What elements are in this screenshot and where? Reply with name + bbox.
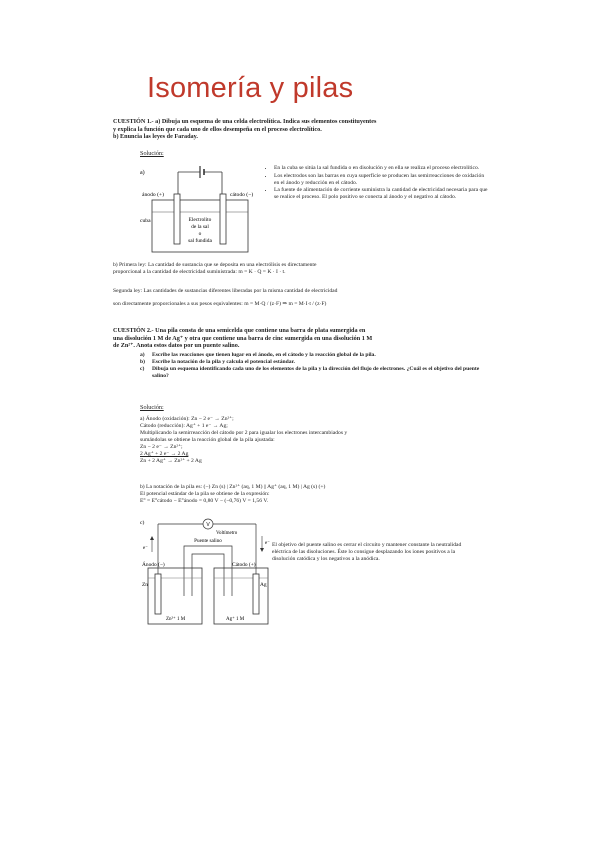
svg-text:V: V	[206, 522, 210, 528]
salt-bridge-explanation: El objetivo del puente salino es cerrar el circuito y mantener constante la neutralidad eléctrica de las disoluciones. Éste lo consigue desplazando los iones positivos a la disolución catódica y los negativos a la anódica.	[272, 542, 462, 562]
eq-line: Zn − 2 e⁻ → Zn²⁺;	[140, 444, 183, 450]
electrolyte-label-2: de la sal	[191, 224, 209, 230]
q2-line1: CUESTIÓN 2.- Una pila consta de una semicelda que contiene una barra de plata sumergida en	[113, 327, 366, 334]
question-2	[113, 327, 503, 350]
eq-line: Cátodo (reducción): Ag⁺ + 1 e⁻ → Ag;	[140, 423, 228, 429]
ag-label: Ag	[260, 582, 267, 588]
cathode-electrode	[220, 194, 226, 244]
eq-line: sumándolas se obtiene la reacción global de la pila ajustada:	[140, 437, 275, 443]
ag-electrode	[253, 574, 259, 614]
q2-line3: de Zn²⁺. Anota estos datos por un puente salino.	[113, 342, 240, 350]
anode-electrode	[174, 194, 180, 244]
cathode-beaker	[214, 568, 268, 624]
zn-electrode	[155, 574, 161, 614]
cell-bullet: • En la cuba se sitúa la sal fundida o en disolución y en ella se realiza el proceso electrolítico.	[274, 165, 490, 172]
cathode-label: cátodo (−)	[230, 192, 254, 198]
diag2-c-label: c)	[140, 520, 145, 526]
law1-line2: proporcional a la cantidad de electricidad suministrada: m = K · Q = K · I · t.	[113, 269, 286, 275]
cell-bullet: • Los electrodos son las barras en cuya superficie se producen las semirreacciones de oxidación en el ánodo y reducción en el cátodo.	[274, 173, 490, 187]
cell-bullet: • La fuente de alimentación de corriente suministra la cantidad de electricidad necesaria para que se realice el proceso. El polo positivo se conecta al ánodo y el negativo al cátodo.	[274, 187, 490, 201]
q1-line1: CUESTIÓN 1.- a) Dibuja un esquema de una celda electrolítica. Indica sus elementos constituyentes	[113, 118, 377, 125]
solution-2-heading: Solución:	[140, 404, 164, 411]
zn-label: Zn	[142, 582, 148, 588]
electrolyte-label-1: Electrolito	[188, 217, 212, 223]
notation-line: b) La notación de la pila es: (−) Zn (s) | Zn²⁺ (aq, 1 M) || Ag⁺ (aq, 1 M) | Ag (s) (+)	[140, 484, 326, 490]
voltmeter-label: Voltímetro	[216, 531, 238, 536]
galvanic-cell-diagram	[140, 516, 272, 628]
salt-bridge-label: Puente salino	[194, 538, 222, 544]
electrolyte-label-4: sal fundida	[188, 238, 212, 244]
notation-line: El potencial estándar de la pila se obtiene de la expresión:	[140, 491, 270, 497]
eq-line: Zn + 2 Ag⁺ → Zn²⁺ + 2 Ag	[140, 458, 202, 464]
cell-notation	[140, 484, 500, 505]
q1-line3: b) Enuncia las leyes de Faraday.	[113, 133, 198, 141]
law1-line1: b) Primera ley: La cantidad de sustancia que se deposita en una electrólisis es directamente	[113, 262, 317, 268]
cell-explanation-list	[266, 165, 490, 202]
diag1-a-label: a)	[140, 170, 145, 176]
eq-line: 2 Ag⁺ + 2 e⁻ → 2 Ag	[140, 451, 189, 457]
q2-item-b: b) Escribe la notación de la pila y calcula el potencial estándar.	[140, 359, 295, 365]
notation-line: E° = E°cátodo − E°ánodo = 0,80 V − (−0,76) V = 1,56 V.	[140, 498, 269, 504]
salt-bridge	[184, 546, 232, 596]
ag-solution-label: Ag⁺ 1 M	[226, 617, 245, 622]
solution-1-heading: Solución:	[140, 150, 164, 157]
cathode-label: Cátodo (+)	[232, 562, 256, 568]
page-title: Isomería y pilas	[147, 72, 354, 104]
cuba-label: cuba	[140, 218, 151, 224]
q1-line2: y explica la función que cada uno de ellos desempeña en el proceso electrolítico.	[113, 125, 322, 133]
q2-line2: una disolución 1 M de Ag⁺ y otra que contiene una barra de cinc sumergida en una disolución 1 M	[113, 334, 373, 342]
q2-item-a: a) Escribe las reacciones que tienen lugar en el ánodo, en el cátodo y la reacción global de la pila.	[140, 352, 376, 358]
electron-label-right: e⁻	[265, 541, 270, 546]
q2-item-c: c) Dibuja un esquema identificando cada uno de los elementos de la pila y la dirección del flujo de electrones. ¿Cuál es el objetivo del puente salino?	[140, 366, 480, 379]
anode-label: Ánodo (−)	[142, 562, 165, 568]
electrolytic-cell-diagram	[140, 160, 265, 260]
faraday-first-law	[113, 262, 503, 276]
eq-line: a) Ánodo (oxidación): Zn − 2 e⁻ → Zn²⁺;	[140, 416, 234, 422]
faraday-second-law	[113, 288, 503, 308]
half-reactions	[140, 416, 500, 465]
electrolyte-label-3: o	[198, 231, 202, 237]
law2-line2: son directamente proporcionales a sus pesos equivalentes: m = M·Q / (z·F) ⇒ m = M·I·t / (z·F)	[113, 301, 327, 307]
electron-label-left: e⁻	[143, 546, 148, 551]
question-2-items	[140, 352, 495, 380]
zn-solution-label: Zn²⁺ 1 M	[166, 617, 186, 622]
question-1	[113, 118, 493, 141]
anode-label: ánodo (+)	[142, 192, 164, 198]
law2-line1: Segunda ley: Las cantidades de sustancias diferentes liberadas por la misma cantidad de electricidad	[113, 288, 338, 294]
eq-line: Multiplicando la semirreacción del cátodo por 2 para igualar los electrones intercambiados y	[140, 430, 348, 436]
